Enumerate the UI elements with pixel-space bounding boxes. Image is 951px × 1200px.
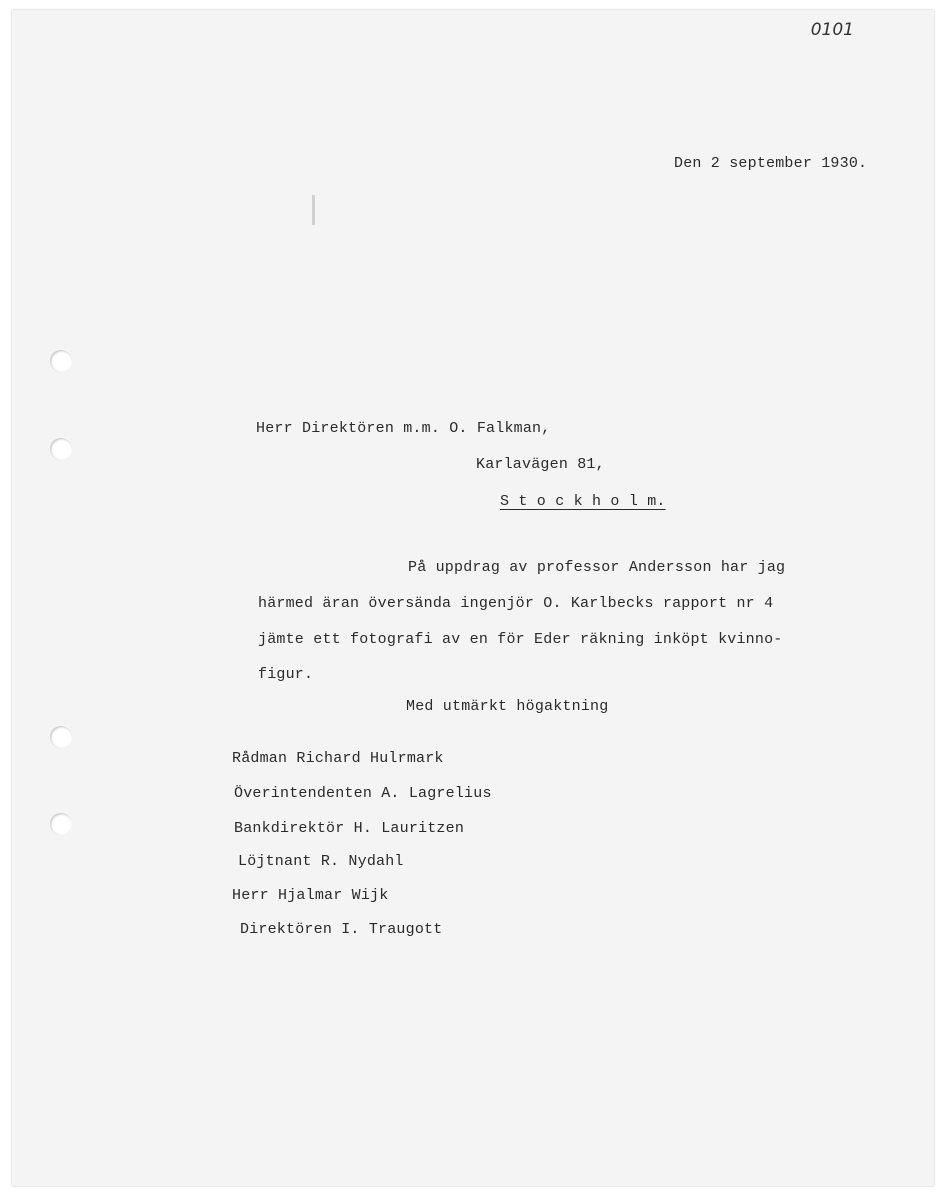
body-line: figur. <box>258 666 314 683</box>
copy-recipient: Rådman Richard Hulrmark <box>232 750 444 767</box>
copy-recipient: Direktören I. Traugott <box>240 921 443 938</box>
recipient-city: S t o c k h o l m. <box>500 493 666 510</box>
punch-hole <box>50 350 72 372</box>
copy-recipient: Löjtnant R. Nydahl <box>238 853 404 870</box>
recipient-name: Herr Direktören m.m. O. Falkman, <box>256 420 551 437</box>
body-line: jämte ett fotografi av en för Eder räkning inköpt kvinno- <box>258 631 783 648</box>
archive-number: 0101 <box>810 20 854 40</box>
punch-hole <box>50 726 72 748</box>
body-line: På uppdrag av professor Andersson har jag <box>408 559 786 576</box>
letter-date: Den 2 september 1930. <box>674 155 868 172</box>
body-line: härmed äran översända ingenjör O. Karlbecks rapport nr 4 <box>258 595 774 612</box>
copy-recipient: Herr Hjalmar Wijk <box>232 887 389 904</box>
recipient-street: Karlavägen 81, <box>476 456 605 473</box>
paper-speck <box>312 195 315 225</box>
punch-hole <box>50 813 72 835</box>
copy-recipient: Bankdirektör H. Lauritzen <box>234 820 465 837</box>
copy-recipient: Överintendenten A. Lagrelius <box>234 785 492 802</box>
letter-page <box>12 10 934 1186</box>
punch-hole <box>50 438 72 460</box>
closing: Med utmärkt högaktning <box>406 698 609 715</box>
